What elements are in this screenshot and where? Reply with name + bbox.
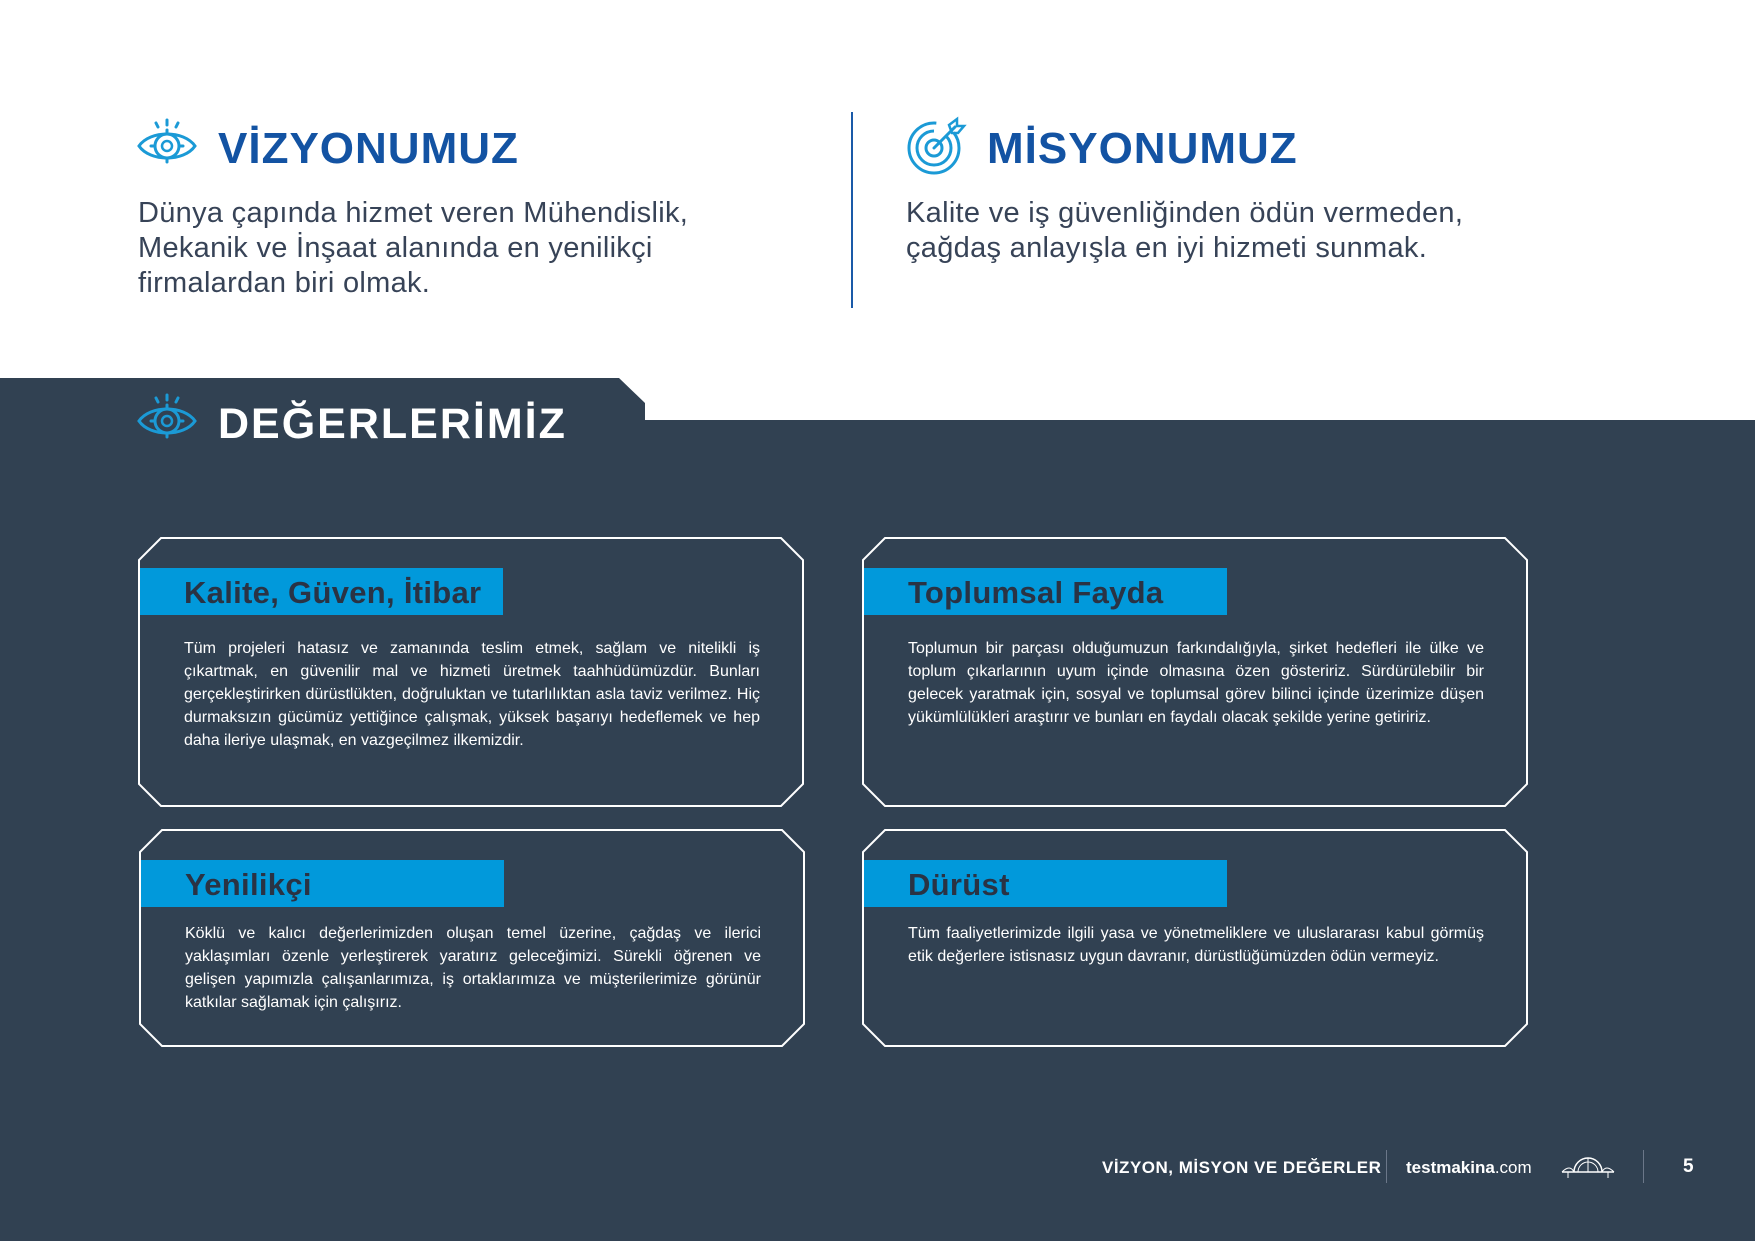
value-card-social-benefit xyxy=(862,537,1528,807)
card-text: Köklü ve kalıcı değerlerimizden oluşan temel üzerine, çağdaş ve ilerici yaklaşımları özenle yerleştirerek yaratırız geleceğimizi. Sürekli öğrenen ve gelişen yapımızla çalışanlarımıza, iş ortaklarımıza ve müşterilerimize görünür katkılar sağlamak için çalışırız. xyxy=(185,925,761,1011)
values-title: DEĞERLERİMİZ xyxy=(218,400,567,448)
vision-line: Mekanik ve İnşaat alanında en yenilikçi xyxy=(138,232,653,264)
eye-gear-icon xyxy=(136,115,198,177)
brand-name: testmakina xyxy=(1406,1158,1495,1177)
footer-brand[interactable] xyxy=(1406,1158,1532,1178)
card-text: Toplumun bir parçası olduğumuzun farkındalığıyla, şirket hedefleri ile ülke ve toplum çıkarlarının uyum içinde olmasına özen gösteririz. Sürdürülebilir bir gelecek yaratmak için, sosyal ve toplumsal görev bilinci içinde üzerimize düşen yükümlülükleri araştırır ve bunları en faydalı olacak şekilde yerine getiririz. xyxy=(908,640,1484,726)
card-text: Tüm faaliyetlerimizde ilgili yasa ve yönetmeliklere ve uluslararası kabul görmüş etik değerlere istisnasız uygun davranır, dürüstlüğümüzden ödün vermeyiz. xyxy=(908,925,1484,965)
value-card-honest xyxy=(862,829,1528,1047)
eye-gear-icon xyxy=(136,390,198,452)
value-card-innovative xyxy=(139,829,805,1047)
mission-line: Kalite ve iş güvenliğinden ödün vermeden, xyxy=(906,197,1464,229)
vision-text xyxy=(138,196,818,301)
vision-line: firmalardan biri olmak. xyxy=(138,267,431,299)
card-title: Toplumsal Fayda xyxy=(908,575,1164,610)
brand-suffix: .com xyxy=(1494,1158,1532,1177)
value-card-quality xyxy=(138,537,804,807)
mission-text xyxy=(906,196,1626,266)
card-text: Tüm projeleri hatasız ve zamanında teslim etmek, sağlam ve nitelikli iş çıkartmak, en güvenilir mal ve hizmeti üretmek taahhüdümüzdür. Bunları gerçekleştirirken dürüstlükten, doğruluktan ve tutarlılıktan asla taviz verilmez. Hiç durmaksızın gücümüz yettiğince çalışmak, yüksek başarıyı hedeflemek ve hep daha ileriye ulaşmak, en vazgeçilmez ilkemizdir. xyxy=(184,640,760,749)
card-title: Kalite, Güven, İtibar xyxy=(184,575,482,610)
vision-line: Dünya çapında hizmet veren Mühendislik, xyxy=(138,197,689,229)
mission-title: MİSYONUMUZ xyxy=(987,124,1298,173)
footer-separator xyxy=(1643,1150,1644,1183)
bridge-globe-icon xyxy=(1560,1152,1616,1180)
page-number: 5 xyxy=(1683,1156,1694,1177)
footer-section-label: VİZYON, MİSYON VE DEĞERLER xyxy=(1102,1158,1382,1177)
card-title: Dürüst xyxy=(908,867,1010,902)
card-title: Yenilikçi xyxy=(185,867,312,902)
vision-title: VİZYONUMUZ xyxy=(218,124,519,173)
target-arrow-icon xyxy=(905,115,967,177)
footer-separator xyxy=(1386,1150,1387,1183)
section-divider xyxy=(851,112,853,308)
mission-line: çağdaş anlayışla en iyi hizmeti sunmak. xyxy=(906,232,1428,264)
